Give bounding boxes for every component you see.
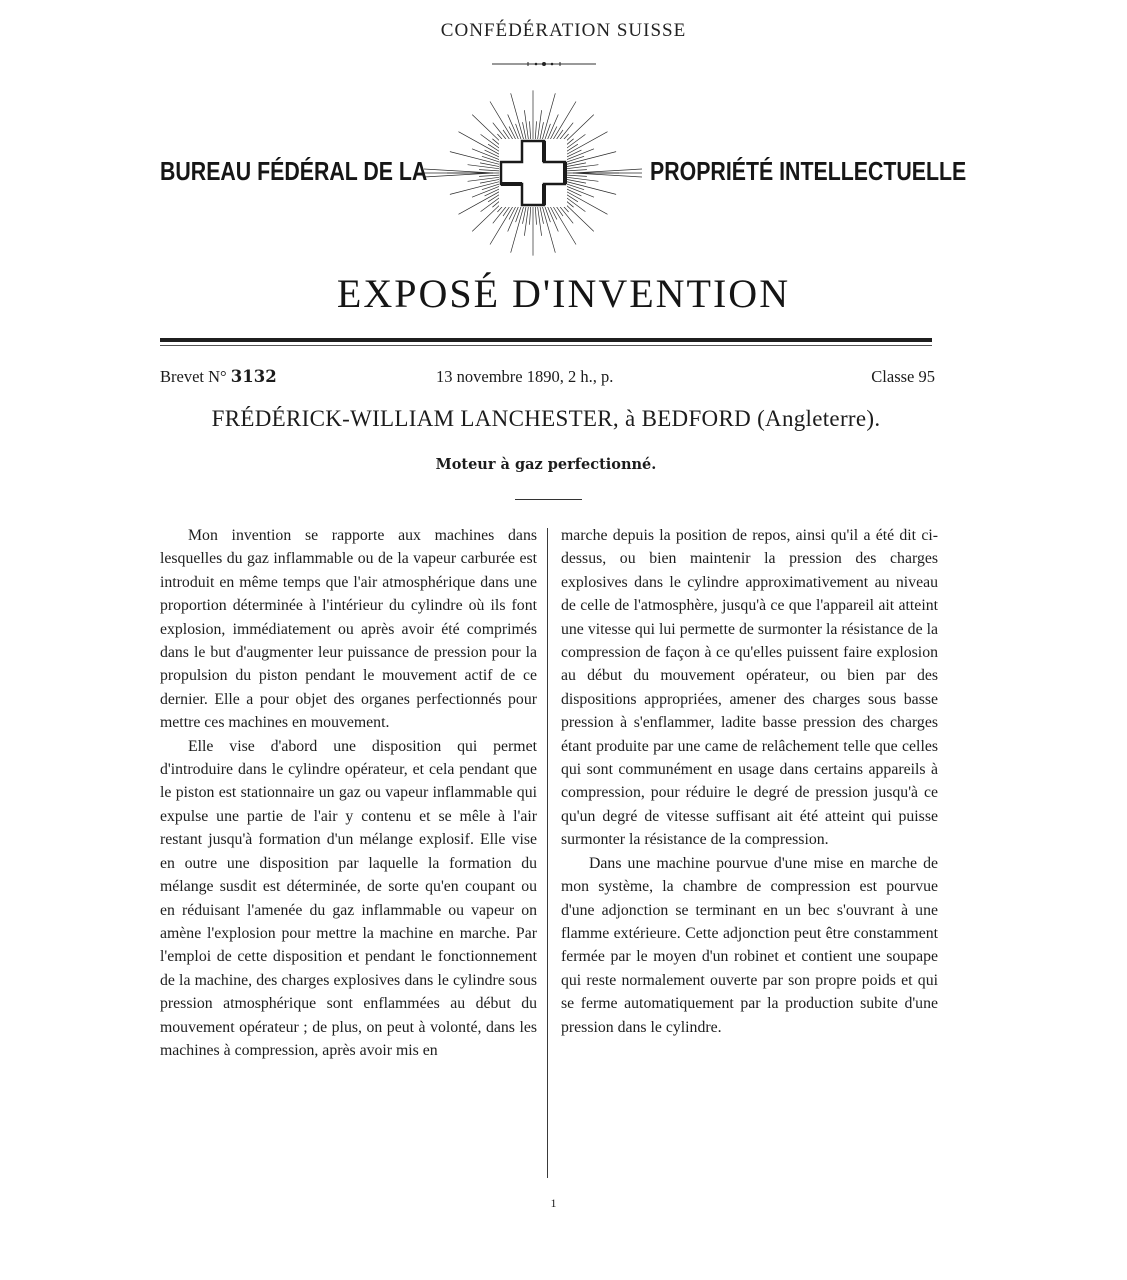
title-rule-thick — [160, 338, 932, 342]
text-column-left — [160, 524, 537, 1062]
bureau-heading-left: BUREAU FÉDÉRAL DE LA — [160, 156, 428, 186]
subtitle-rule — [515, 499, 582, 500]
patent-number: 3132 — [230, 367, 277, 386]
invention-subtitle: Moteur à gaz perfectionné. — [435, 456, 657, 473]
paragraph: Dans une machine pourvue d'une mise en marche de mon système, la chambre de compression est pourvue d'une adjonction se terminant en un bec s'ouvrant à une flamme extérieure. Cette adjonction peut être constamment fermée par le moyen d'un robinet et contient une soupape qui reste normalement ouverte par son propre poids et qui se ferme automatiquement par la production subite d'une pression dans le cylindre. — [561, 854, 938, 1036]
paragraph: Mon invention se rapporte aux machines dans lesquelles du gaz inflammable ou de la vapeur carburée est introduit en même temps que l'air atmosphérique dans une proportion déterminée à l'intérieur du cylindre où ils font explosion, immédiatement ou après avoir été comprimés dans le but d'augmenter leur puissance de pression pour la propulsion du piston pendant le mouvement actif de ce dernier. Elle a pour objet des organes perfectionnés pour mettre ces machines en mouvement. — [160, 527, 537, 732]
brevet-number — [160, 367, 277, 387]
title-rule-thin — [160, 345, 932, 346]
document-title: EXPOSÉ D'INVENTION — [336, 271, 791, 316]
confederation-heading: CONFÉDÉRATION SUISSE — [440, 20, 687, 41]
page-number: 1 — [550, 1196, 557, 1210]
brevet-label: Brevet N° — [160, 367, 227, 386]
patent-class: Classe 95 — [871, 367, 935, 386]
column-divider — [547, 528, 548, 1178]
paragraph: Elle vise d'abord une disposition qui permet d'introduire dans le cylindre opérateur, et cela pendant que le piston est stationnaire un gaz ou vapeur inflammable qui expulse une partie de l'air y contenu et se mêle à l'air restant jusqu'à formation d'un mélange explosif. Elle vise en outre une disposition par laquelle la formation du mélange susdit est déterminée, de sorte qu'en coupant ou en réduisant l'amenée du gaz inflammable ou vapeur on amène l'explosion pour mettre la machine en marche. Par l'emploi de cette disposition et pendant le fonctionnement de la machine, des charges explosives dans le cylindre sous pression atmosphérique sont enflammées au début du mouvement opérateur ; de plus, on peut à volonté, dans les machines à compression, après avoir mis en — [160, 737, 537, 1059]
text-column-right — [561, 524, 938, 1039]
inventor-line: FRÉDÉRICK-WILLIAM LANCHESTER, à BEDFORD (Angleterre). — [211, 406, 881, 431]
swiss-cross-star-icon — [424, 86, 642, 260]
ornament-divider-icon — [492, 58, 596, 70]
paragraph: marche depuis la position de repos, ainsi qu'il a été dit ci-dessus, ou bien maintenir la pression des charges explosives dans le cylindre approximativement au niveau de celle de l'atmosphère, jusqu'à ce que l'appareil ait atteint une vitesse qui lui permette de surmonter la résistance de la compression de façon à ce qu'elles puissent faire explosion au début du mouvement opérateur, ou bien par des dispositions appropriées, amener des charges sous basse pression à s'enflammer, ladite basse pression des charges étant produite par une came de relâchement telle que celles qui sont communément en usage dans certains appareils à compression, pour réduire le degré de pression jusqu'à ce qu'un degré de vitesse suffisant ait été atteint qui puisse surmonter la résistance de la compression. — [561, 527, 938, 849]
patent-date: 13 novembre 1890, 2 h., p. — [436, 367, 614, 386]
bureau-heading-right: PROPRIÉTÉ INTELLECTUELLE — [650, 156, 967, 186]
